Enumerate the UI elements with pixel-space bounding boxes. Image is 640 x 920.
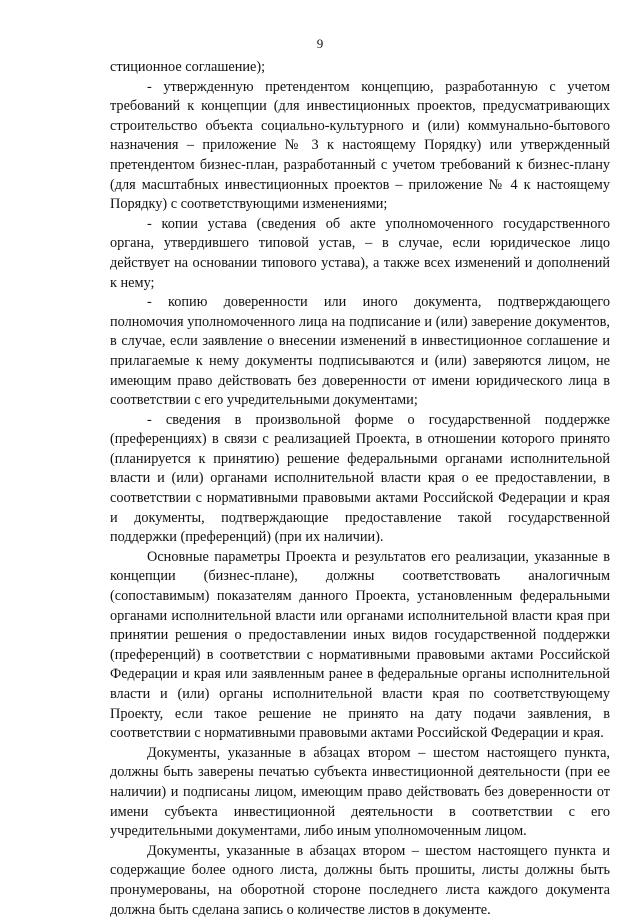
paragraph-continuation: стиционное соглашение); (110, 59, 266, 75)
paragraph-power-of-attorney-item: - копию доверенности или иного документа, подтверждающего полномочия уполномоченного лица на подписание и (или) заверение документов, в случае, если заявление о внесении изменений в инвестиционное соглашение и прилагаемые к нему документы подписываются и (или) заверяются лицом, не имеющим право действовать без доверенности от имени юридического лица в соответствии с его учредительными документами; (110, 294, 610, 409)
page-number: 9 (316, 36, 324, 51)
paragraph-project-parameters: Основные параметры Проекта и результатов его реализации, указанные в концепции (бизнес-плане), должны соответствовать аналогичным (сопоставимым) показателям данного Проекта, установленным федеральными органами исполнительной власти или органами исполнительной власти края при принятии решения о предоставлении иных видов государственной поддержки (преференций) в соответствии с нормативными правовыми актами Российской Федерации и края или заявленным ранее в федеральные органы исполнительной власти и (или) органы исполнительной власти края по соответствующему Проекту, если такое решение не принято на дату подачи заявления, в соответствии с нормативными правовыми актами Российской Федерации и края. (110, 548, 610, 742)
paragraph-charter-item: - копии устава (сведения об акте уполномоченного государственного органа, утвердившего типовой устав, – в случае, если юридическое лицо действует на основании типового устава), а также всех изменений и дополнений к нему; (110, 215, 610, 291)
paragraph-document-binding: Документы, указанные в абзацах втором – шестом настоящего пункта и содержащие более одного листа, должны быть прошиты, листы должны быть пронумерованы, на оборотной стороне последнего листа каждого документа должна быть сделана запись о количестве листов в документе. (110, 842, 610, 918)
paragraph-concept-item: - утвержденную претендентом концепцию, разработанную с учетом требований к концепции (для инвестиционных проектов, предусматривающих строительство объекта социально-культурного и (или) коммунально-бытового назначения – приложение № 3 к настоящему Порядку) или утвержденный претендентом бизнес-план, разработанный с учетом требований к бизнес-плану (для масштабных инвестиционных проектов – приложение № 4 к настоящему Порядку) с соответствующими изменениями; (110, 78, 610, 213)
document-body (110, 58, 610, 920)
paragraph-state-support-item: - сведения в произвольной форме о государственной поддержке (преференциях) в связи с реализацией Проекта, в отношении которого принято (планируется к принятию) решение федеральными органами исполнительной власти и (или) органами исполнительной власти края о ее предоставлении, в соответствии с нормативными правовыми актами Российской Федерации и края и документы, подтверждающие предоставление такой государственной поддержки (преференций) (при их наличии). (110, 411, 610, 546)
paragraph-document-certification: Документы, указанные в абзацах втором – шестом настоящего пункта, должны быть заверены печатью субъекта инвестиционной деятельности (при ее наличии) и подписаны лицом, имеющим право действовать без доверенности от имени субъекта инвестиционной деятельности в соответствии с его учредительными документами, либо иным уполномоченным лицом. (110, 744, 610, 840)
